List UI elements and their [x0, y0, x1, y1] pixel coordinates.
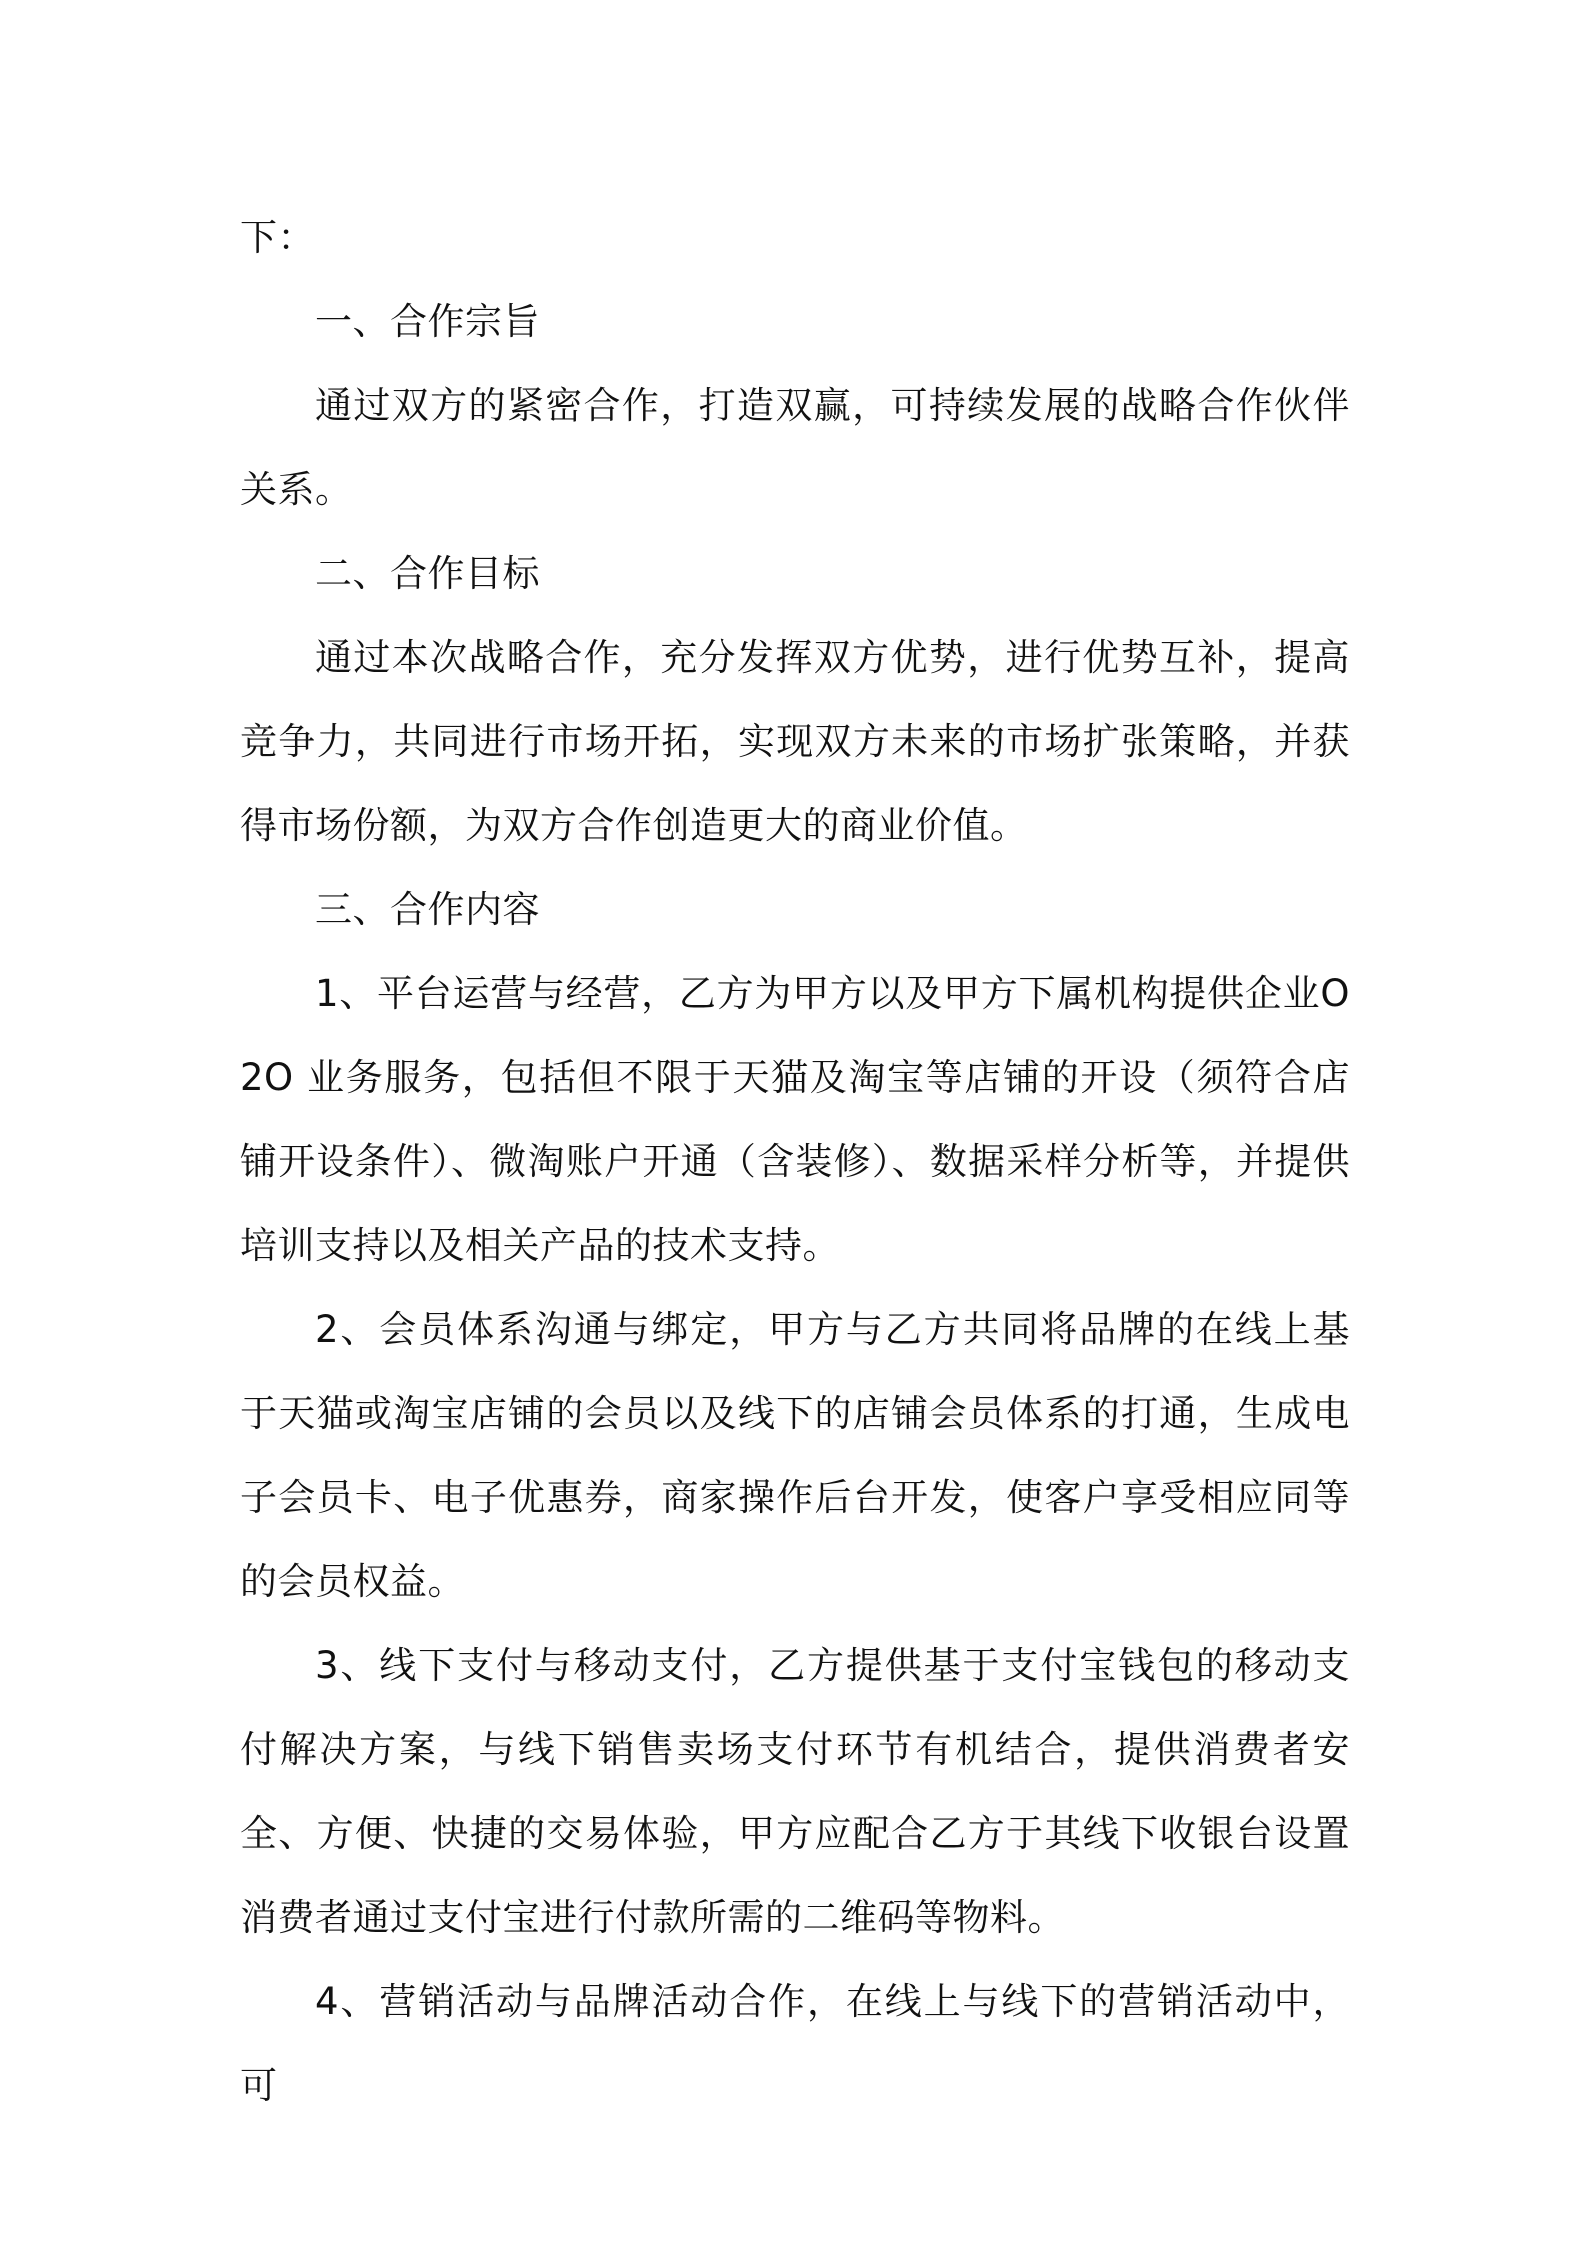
- paragraph-continuation: 下：: [240, 216, 315, 259]
- section-heading-purpose: 一、合作宗旨: [315, 300, 540, 343]
- paragraph-purpose: 通过双方的紧密合作，打造双赢，可持续发展的战略合作伙伴关系。: [240, 384, 1350, 511]
- paragraph-item-1: 1、平台运营与经营，乙方为甲方以及甲方下属机构提供企业O2O 业务服务，包括但不限于天猫及淘宝等店铺的开设（须符合店铺开设条件）、微淘账户开通（含装修）、数据采样分析等，并提供培训支持以及相关产品的技术支持。: [240, 972, 1350, 1267]
- paragraph-item-4: 4、营销活动与品牌活动合作，在线上与线下的营销活动中，可: [240, 1980, 1350, 2107]
- document-body: [240, 196, 1350, 2128]
- section-heading-content: 三、合作内容: [315, 888, 540, 931]
- paragraph-goals: 通过本次战略合作，充分发挥双方优势，进行优势互补，提高竞争力，共同进行市场开拓，实现双方未来的市场扩张策略，并获得市场份额，为双方合作创造更大的商业价值。: [240, 636, 1350, 847]
- paragraph-item-3: 3、线下支付与移动支付，乙方提供基于支付宝钱包的移动支付解决方案，与线下销售卖场支付环节有机结合，提供消费者安全、方便、快捷的交易体验，甲方应配合乙方于其线下收银台设置消费者通过支付宝进行付款所需的二维码等物料。: [240, 1644, 1350, 1939]
- section-heading-goals: 二、合作目标: [315, 552, 540, 595]
- paragraph-item-2: 2、会员体系沟通与绑定，甲方与乙方共同将品牌的在线上基于天猫或淘宝店铺的会员以及线下的店铺会员体系的打通，生成电子会员卡、电子优惠券，商家操作后台开发，使客户享受相应同等的会员权益。: [240, 1308, 1350, 1603]
